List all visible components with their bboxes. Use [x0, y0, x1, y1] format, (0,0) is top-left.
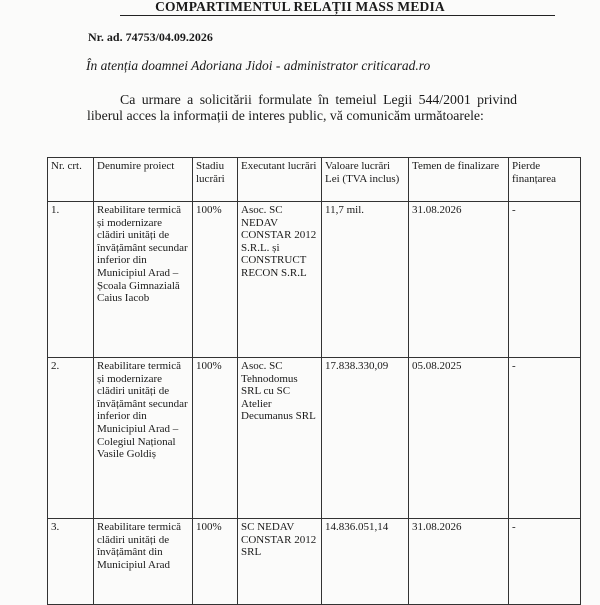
- table-header-row: [48, 158, 581, 202]
- cell-stage: 100%: [193, 358, 238, 519]
- cell-funding: -: [509, 358, 581, 519]
- header-nr: Nr. crt.: [48, 158, 94, 202]
- cell-contractor: Asoc. SC Tehnodomus SRL cu SC Atelier Decumanus SRL: [238, 358, 322, 519]
- intro-text: Ca urmare a solicitării formulate în temeiul Legii 544/2001 privind liberul acces la informații de interes public, vă comunicăm următoarele:: [87, 92, 517, 123]
- header-underline: [120, 15, 555, 16]
- cell-deadline: 31.08.2026: [409, 519, 509, 605]
- cell-contractor: Asoc. SC NEDAV CONSTAR 2012 S.R.L. și CONSTRUCT RECON S.R.L: [238, 202, 322, 358]
- table-row: [48, 519, 581, 605]
- department-title: COMPARTIMENTUL RELAȚII MASS MEDIA: [155, 0, 445, 14]
- table-row: [48, 358, 581, 519]
- cell-deadline: 05.08.2025: [409, 358, 509, 519]
- cell-project: Reabilitare termică și modernizare clădiri unități de învățământ secundar inferior din Municipiul Arad – Colegiul Național Vasile Goldiș: [94, 358, 193, 519]
- table-row: [48, 202, 581, 358]
- cell-stage: 100%: [193, 202, 238, 358]
- attention-line: În atenția doamnei Adoriana Jidoi - administrator criticarad.ro: [86, 58, 431, 73]
- cell-deadline: 31.08.2026: [409, 202, 509, 358]
- cell-stage: 100%: [193, 519, 238, 605]
- cell-value: 11,7 mil.: [322, 202, 409, 358]
- header-project: Denumire proiect: [94, 158, 193, 202]
- header-deadline: Temen de finalizare: [409, 158, 509, 202]
- header-contractor: Executant lucrări: [238, 158, 322, 202]
- cell-project: Reabilitare termică clădiri unități de învățământ din Municipiul Arad: [94, 519, 193, 605]
- projects-table: [47, 157, 581, 605]
- cell-nr: 2.: [48, 358, 94, 519]
- cell-project: Reabilitare termică și modernizare clădiri unități de învățământ secundar inferior din Municipiul Arad – Școala Gimnazială Caius Iacob: [94, 202, 193, 358]
- cell-funding: -: [509, 202, 581, 358]
- header-funding: Pierde finanțarea: [509, 158, 581, 202]
- department-header: [0, 0, 600, 16]
- cell-nr: 3.: [48, 519, 94, 605]
- cell-value: 17.838.330,09: [322, 358, 409, 519]
- cell-value: 14.836.051,14: [322, 519, 409, 605]
- cell-nr: 1.: [48, 202, 94, 358]
- header-stage: Stadiu lucrări: [193, 158, 238, 202]
- reference-number: Nr. ad. 74753/04.09.2026: [88, 30, 213, 44]
- cell-contractor: SC NEDAV CONSTAR 2012 SRL: [238, 519, 322, 605]
- header-value: Valoare lucrări Lei (TVA inclus): [322, 158, 409, 202]
- intro-paragraph: [87, 92, 517, 124]
- cell-funding: -: [509, 519, 581, 605]
